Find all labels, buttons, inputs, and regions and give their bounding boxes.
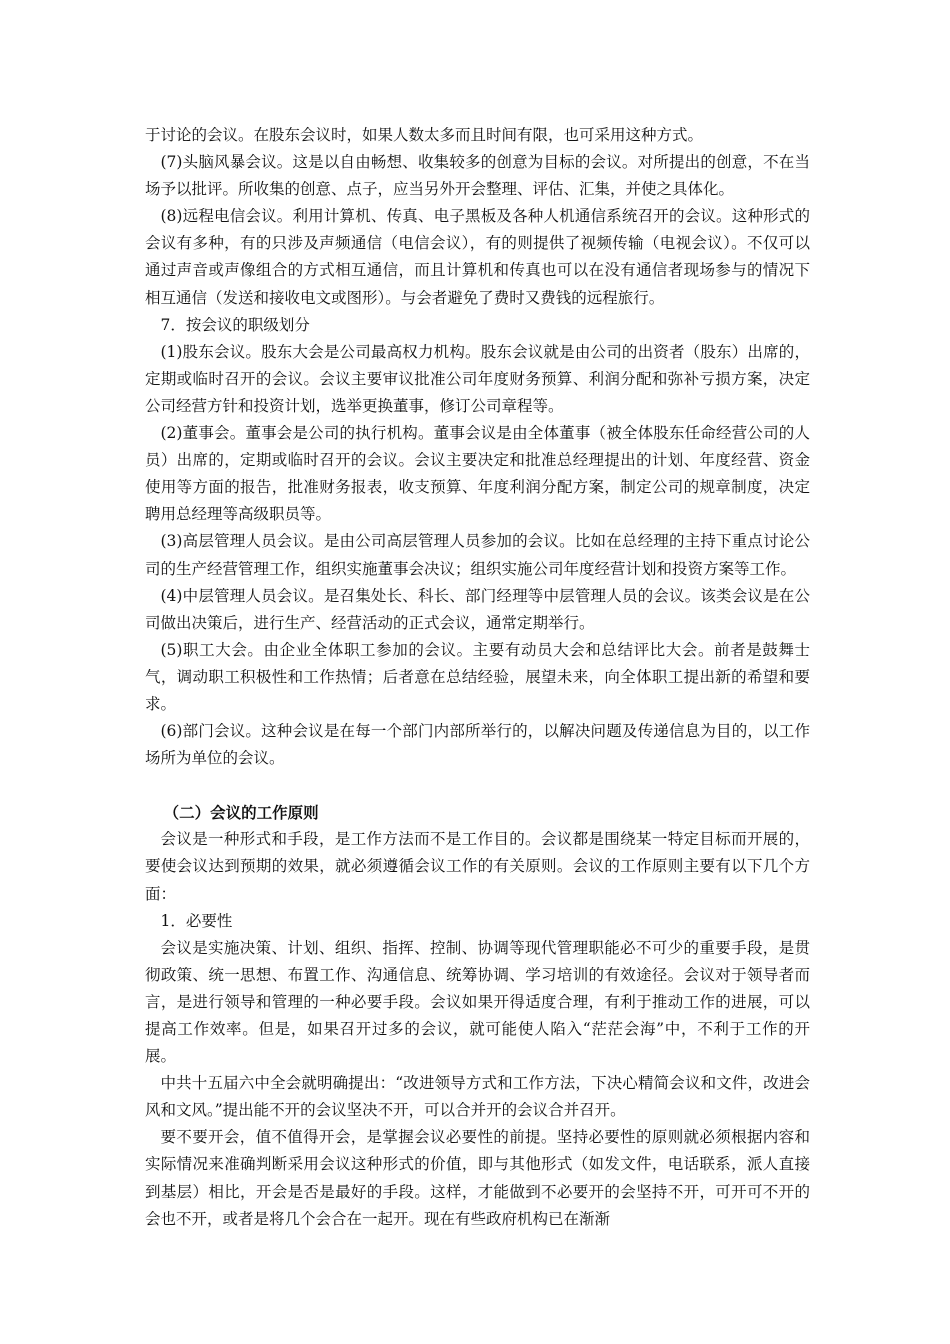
- paragraph: 7．按会议的职级划分: [160, 315, 310, 334]
- document-page: [145, 122, 810, 1233]
- section-heading: （二）会议的工作原则: [163, 803, 319, 823]
- paragraph: (7)头脑风暴会议。这是以自由畅想、收集较多的创意为目标的会议。对所提出的创意，不在当场予以批评。所收集的创意、点子，应当另外开会整理、评估、汇集，并使之具体化。: [145, 153, 810, 199]
- paragraph: (3)高层管理人员会议。是由公司高层管理人员参加的会议。比如在总经理的主持下重点讨论公司的生产经营管理工作，组织实施董事会决议；组织实施公司年度经营计划和投资方案等工作。: [145, 532, 810, 578]
- section-spacer: [145, 772, 810, 799]
- paragraph: (2)董事会。董事会是公司的执行机构。董事会议是由全体董事（被全体股东任命经营公司的人员）出席的，定期或临时召开的会议。会议主要决定和批准总经理提出的计划、年度经营、资金使用等方面的报告，批准财务报表，收支预算、年度利润分配方案，制定公司的规章制度，决定聘用总经理等高级职员等。: [145, 424, 810, 524]
- paragraph: (6)部门会议。这种会议是在每一个部门内部所举行的，以解决问题及传递信息为目的，以工作场所为单位的会议。: [145, 722, 810, 768]
- paragraph: (4)中层管理人员会议。是召集处长、科长、部门经理等中层管理人员的会议。该类会议是在公司做出决策后，进行生产、经营活动的正式会议，通常定期举行。: [145, 586, 810, 632]
- paragraph: (1)股东会议。股东大会是公司最高权力机构。股东会议就是由公司的出资者（股东）出席的，定期或临时召开的会议。会议主要审议批准公司年度财务预算、利润分配和弥补亏损方案，决定公司经营方针和投资计划，选举更换董事，修订公司章程等。: [145, 342, 810, 415]
- paragraph: 会议是一种形式和手段，是工作方法而不是工作目的。会议都是围绕某一特定目标而开展的，要使会议达到预期的效果，就必须遵循会议工作的有关原则。会议的工作原则主要有以下几个方面：: [145, 830, 810, 903]
- paragraph: 1．必要性: [160, 911, 233, 930]
- section-meeting-types: [145, 122, 810, 772]
- paragraph: (5)职工大会。由企业全体职工参加的会议。主要有动员大会和总结评比大会。前者是鼓舞士气，调动职工积极性和工作热情；后者意在总结经验，展望未来，向全体职工提出新的希望和要求。: [145, 640, 810, 713]
- paragraph: 会议是实施决策、计划、组织、指挥、控制、协调等现代管理职能必不可少的重要手段，是贯彻政策、统一思想、布置工作、沟通信息、统筹协调、学习培训的有效途径。会议对于领导者而言，是进行领导和管理的一种必要手段。会议如果开得适度合理，有利于推动工作的进展，可以提高工作效率。但是，如果召开过多的会议，就可能使人陷入“茫茫会海”中，不利于工作的开展。: [145, 938, 810, 1066]
- paragraph: 要不要开会，值不值得开会，是掌握会议必要性的前提。坚持必要性的原则就必须根据内容和实际情况来准确判断采用会议这种形式的价值，即与其他形式（如发文件，电话联系，派人直接到基层）相比，开会是否是最好的手段。这样，才能做到不必要开的会坚持不开，可开可不开的会也不开，或者是将几个会合在一起开。现在有些政府机构已在渐渐: [145, 1128, 810, 1228]
- paragraph: 于讨论的会议。在股东会议时，如果人数太多而且时间有限，也可采用这种方式。: [145, 126, 704, 144]
- section-working-principles: [145, 826, 810, 1232]
- paragraph: (8)远程电信会议。利用计算机、传真、电子黑板及各种人机通信系统召开的会议。这种形式的会议有多种，有的只涉及声频通信（电信会议），有的则提供了视频传输（电视会议）。不仅可以通过声音或声像组合的方式相互通信，而且计算机和传真也可以在没有通信者现场参与的情况下相互通信（发送和接收电文或图形）。与会者避免了费时又费钱的远程旅行。: [145, 207, 810, 307]
- paragraph: 中共十五届六中全会就明确提出：“改进领导方式和工作方法，下决心精简会议和文件，改进会风和文风。”提出能不开的会议坚决不开，可以合并开的会议合并召开。: [145, 1074, 810, 1120]
